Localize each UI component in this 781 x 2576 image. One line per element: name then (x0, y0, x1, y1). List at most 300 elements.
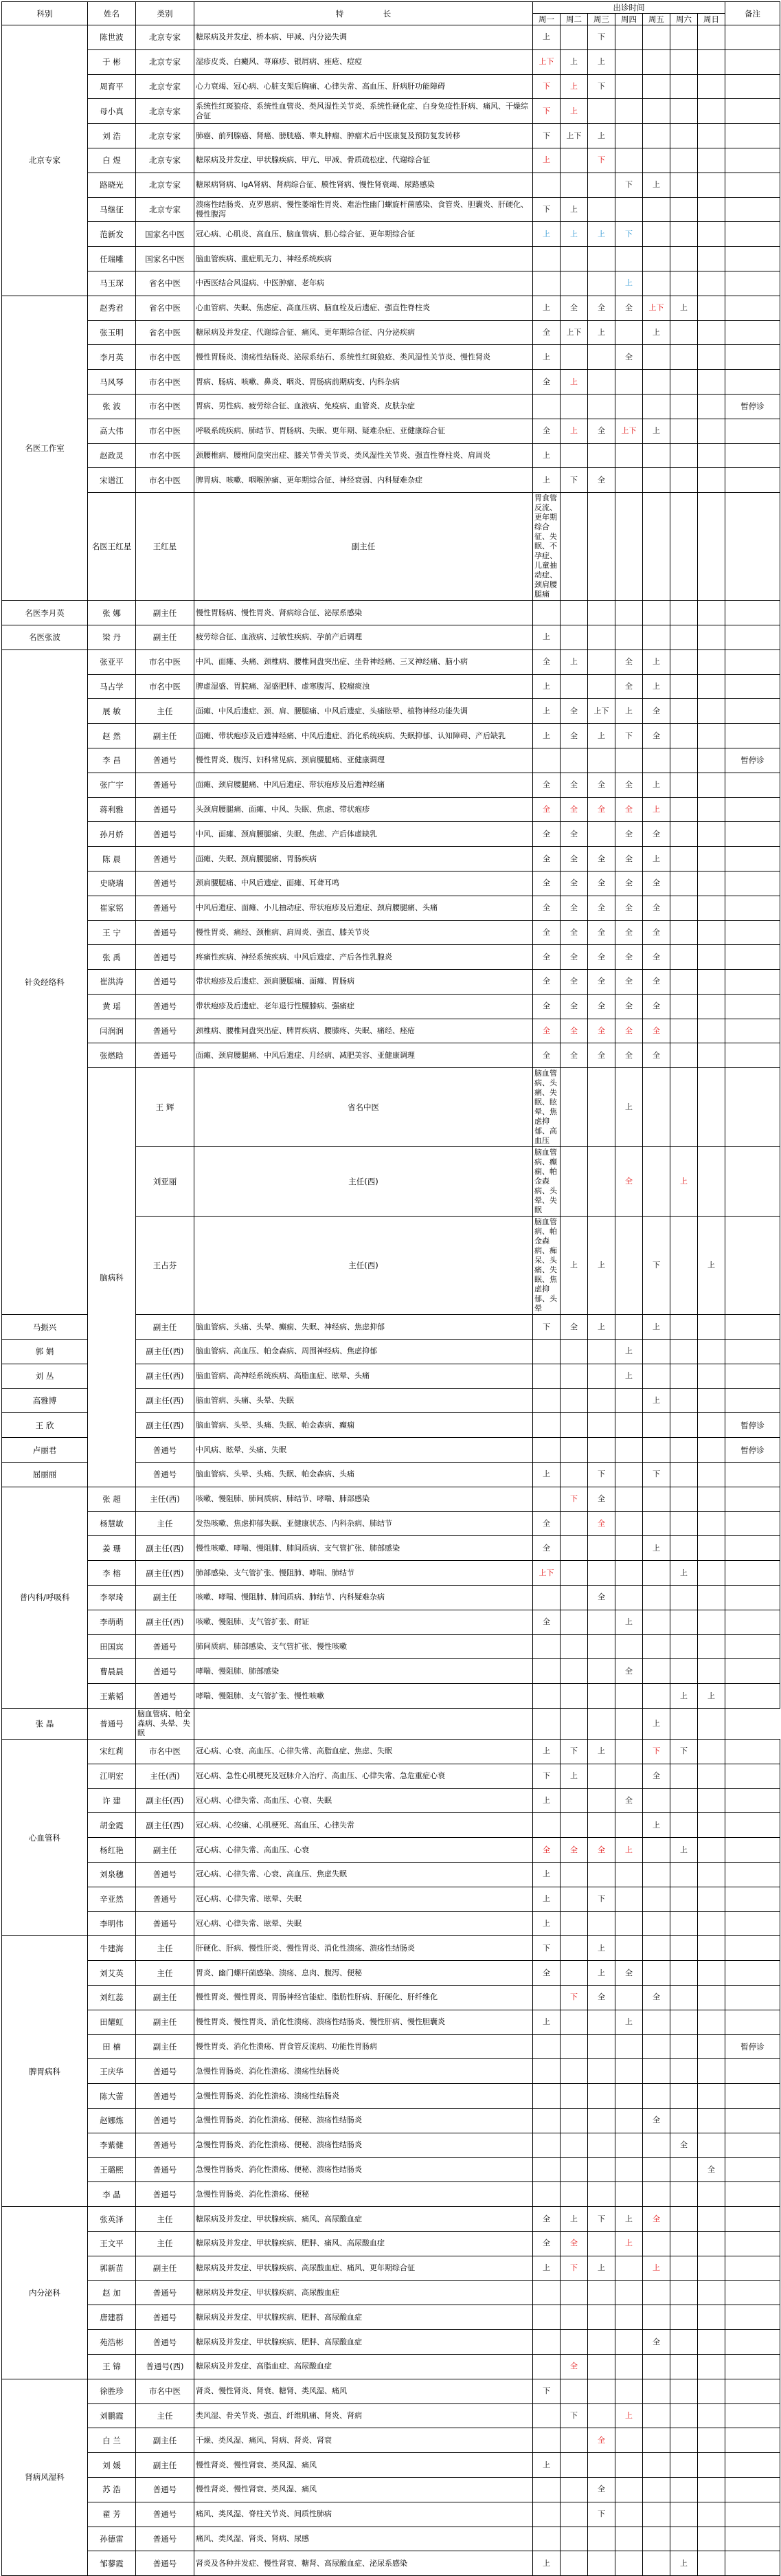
doctor-category: 普通号 (136, 773, 194, 797)
schedule-cell (615, 394, 643, 419)
schedule-cell (588, 1463, 615, 1487)
doctor-name: 张 波 (88, 394, 136, 419)
header-day-sat: 周六 (670, 14, 698, 25)
note-cell (725, 945, 780, 970)
schedule-cell (533, 1911, 561, 1936)
doctor-category: 普通号 (136, 2330, 194, 2355)
doctor-specialty: 肝硬化、肝病、慢性肝炎、慢性胃炎、消化性溃疡、溃疡性结肠炎 (194, 1936, 533, 1961)
table-row (2, 2084, 780, 2109)
doctor-category: 国家名中医 (136, 247, 194, 271)
schedule-cell (615, 1586, 643, 1610)
doctor-category: 普通号 (136, 2084, 194, 2109)
table-row (2, 2305, 780, 2330)
schedule-cell (643, 1147, 670, 1217)
schedule-cell (615, 173, 643, 197)
doctor-category: 主任(西) (136, 1764, 194, 1788)
doctor-name: 卢丽君 (2, 1438, 88, 1463)
schedule-cell (643, 443, 670, 468)
schedule-cell (670, 1634, 698, 1659)
schedule-cell (561, 2453, 588, 2478)
session-mark: 全 (543, 1543, 550, 1553)
table-row (2, 419, 780, 443)
doctor-name: 李 榕 (88, 1561, 136, 1586)
schedule-cell (670, 394, 698, 419)
schedule-cell (588, 222, 615, 247)
schedule-cell (588, 2477, 615, 2502)
doctor-name: 许 建 (88, 1788, 136, 1813)
schedule-cell (698, 1315, 725, 1340)
doctor-name: 于 彬 (88, 49, 136, 74)
schedule-cell (615, 970, 643, 995)
note-cell: 暂停诊 (725, 394, 780, 419)
schedule-cell (698, 394, 725, 419)
schedule-cell (643, 247, 670, 271)
doctor-category: 主任 (136, 1511, 194, 1536)
schedule-cell (643, 2354, 670, 2379)
schedule-cell (588, 148, 615, 173)
schedule-cell (670, 822, 698, 847)
doctor-specialty: 肾炎及各种并发症、慢性肾衰、糖肾、高尿酸血症、泌尿系感染 (194, 2551, 533, 2576)
schedule-cell (588, 74, 615, 99)
schedule-cell (588, 370, 615, 395)
schedule-cell (643, 25, 670, 50)
doctor-category: 普通号 (136, 1463, 194, 1487)
doctor-name: 宋红莉 (88, 1740, 136, 1764)
note-cell (725, 699, 780, 724)
session-mark: 全 (570, 927, 578, 937)
doctor-name: 刘艾英 (88, 1961, 136, 1986)
doctor-category: 市名中医 (136, 394, 194, 419)
schedule-cell (615, 2379, 643, 2403)
schedule-cell (698, 945, 725, 970)
session-mark: 全 (543, 2214, 550, 2223)
note-cell (725, 197, 780, 222)
header-note: 备注 (725, 2, 780, 25)
session-mark: 全 (625, 927, 633, 937)
schedule-cell (670, 1863, 698, 1887)
session-mark: 上 (543, 2263, 550, 2273)
session-mark: 上 (653, 780, 660, 790)
dept-cell: 针灸经络科 (2, 649, 88, 1315)
schedule-cell (615, 2034, 643, 2059)
doctor-name: 张 超 (88, 1487, 136, 1511)
schedule-cell (698, 1511, 725, 1536)
schedule-cell (698, 822, 725, 847)
schedule-cell (643, 970, 670, 995)
schedule-cell (698, 2231, 725, 2256)
session-mark: 上 (543, 1919, 550, 1928)
schedule-cell (698, 1438, 725, 1463)
schedule-cell (643, 1340, 670, 1364)
note-cell (725, 1511, 780, 1536)
schedule-cell (615, 871, 643, 896)
note-cell (725, 1986, 780, 2010)
schedule-cell (725, 1147, 780, 1217)
schedule-cell (561, 2157, 588, 2182)
session-mark: 下 (625, 180, 633, 190)
schedule-cell (533, 1684, 561, 1709)
doctor-name: 陈大蕾 (88, 2084, 136, 2109)
session-mark: 上 (598, 327, 605, 337)
schedule-cell (670, 296, 698, 320)
table-row (2, 970, 780, 995)
schedule-cell (561, 601, 588, 625)
schedule-cell (698, 674, 725, 699)
doctor-specialty: 面瘫、带状疱疹及后遗神经痛、中风后遗症、消化系统疾病、失眠抑郁、认知障碍、产后缺乳 (194, 724, 533, 748)
schedule-cell (643, 2084, 670, 2109)
schedule-cell (615, 1487, 643, 1511)
schedule-cell (698, 1740, 725, 1764)
note-cell (725, 2108, 780, 2133)
note-cell (725, 601, 780, 625)
table-row (2, 1019, 780, 1043)
doctor-category: 主任 (136, 2207, 194, 2232)
schedule-cell (533, 2010, 561, 2034)
note-cell (725, 2084, 780, 2109)
schedule-cell (561, 2379, 588, 2403)
schedule-cell (615, 1536, 643, 1561)
schedule-cell (533, 674, 561, 699)
session-mark: 全 (653, 878, 660, 888)
schedule-cell (698, 99, 725, 124)
session-mark: 上 (598, 229, 605, 238)
schedule-cell (670, 468, 698, 493)
schedule-cell (643, 724, 670, 748)
schedule-cell (670, 1911, 698, 1936)
schedule-cell (533, 2108, 561, 2133)
schedule-cell (533, 1561, 561, 1586)
schedule-cell (670, 2354, 698, 2379)
doctor-category: 副主任(西) (136, 1364, 194, 1388)
schedule-cell (698, 320, 725, 345)
session-mark: 下 (598, 81, 605, 91)
doctor-name: 赵 然 (88, 724, 136, 748)
schedule-cell (615, 2354, 643, 2379)
doctor-specialty: 面瘫、失眠、颈肩腰腿痛、胃肠疾病 (194, 847, 533, 871)
schedule-cell (561, 748, 588, 773)
schedule-cell (588, 1936, 615, 1961)
schedule-cell (698, 2354, 725, 2379)
session-mark: 全 (598, 878, 605, 888)
session-mark: 全 (598, 426, 605, 436)
schedule-cell (588, 896, 615, 920)
schedule-cell (533, 1813, 561, 1838)
schedule-cell (561, 2207, 588, 2232)
doctor-name: 赵 加 (88, 2280, 136, 2305)
schedule-cell (533, 1709, 561, 1740)
schedule-cell (670, 1936, 698, 1961)
session-mark: 上 (598, 1261, 605, 1270)
schedule-cell (588, 394, 615, 419)
schedule-cell (588, 797, 615, 822)
schedule-cell (643, 345, 670, 370)
schedule-cell (533, 2231, 561, 2256)
table-row (2, 724, 780, 748)
schedule-cell (670, 748, 698, 773)
session-mark: 全 (708, 2164, 716, 2174)
doctor-specialty: 类风湿、骨关节炎、强直、纤维肌痛、肾炎、肾病 (194, 2403, 533, 2428)
note-cell (725, 468, 780, 493)
doctor-specialty: 中风后遗症、面瘫、小儿抽动症、带状疱疹及后遗症、颈肩腰腿痛、头痛 (194, 896, 533, 920)
doctor-name: 高大伟 (88, 419, 136, 443)
schedule-cell (588, 1340, 615, 1364)
schedule-cell (643, 419, 670, 443)
doctor-category: 普通号 (136, 2527, 194, 2551)
schedule-cell (615, 1813, 643, 1838)
doctor-specialty: 胃炎、幽门螺杆菌感染、溃疡、息肉、腹泻、便秘 (194, 1961, 533, 1986)
schedule-cell (698, 49, 725, 74)
schedule-cell (561, 2231, 588, 2256)
doctor-name: 翟 芳 (88, 2502, 136, 2527)
schedule-cell (670, 25, 698, 50)
session-mark: 全 (625, 1796, 633, 1806)
doctor-specialty: 慢性胃炎、消化性溃疡、胃食管反流病、功能性胃肠病 (194, 2034, 533, 2059)
schedule-cell (698, 419, 725, 443)
doctor-name: 田耀虹 (88, 2010, 136, 2034)
session-mark: 全 (543, 1617, 550, 1627)
session-mark: 上下 (593, 706, 609, 715)
doctor-name: 马风琴 (88, 370, 136, 395)
note-cell (725, 2157, 780, 2182)
schedule-cell (561, 871, 588, 896)
table-row (2, 468, 780, 493)
session-mark: 全 (625, 352, 633, 362)
session-mark: 全 (543, 854, 550, 863)
session-mark: 全 (570, 1845, 578, 1854)
note-cell (725, 222, 780, 247)
session-mark: 全 (598, 927, 605, 937)
table-row (2, 625, 780, 649)
doctor-category: 市名中医 (136, 674, 194, 699)
note-cell (725, 1740, 780, 1764)
schedule-cell (670, 1019, 698, 1043)
schedule-cell (561, 1438, 588, 1463)
schedule-cell (561, 2133, 588, 2157)
dept-cell: 内分泌科 (2, 2207, 88, 2379)
schedule-cell (561, 74, 588, 99)
doctor-category: 省名中医 (136, 296, 194, 320)
session-mark: 全 (543, 878, 550, 888)
doctor-name: 王璐熙 (88, 2157, 136, 2182)
doctor-specialty: 急慢性胃肠炎、消化性溃疡、溃疡性结肠炎 (194, 2059, 533, 2084)
session-mark: 上下 (539, 57, 554, 67)
schedule-cell (643, 49, 670, 74)
schedule-cell (588, 1068, 615, 1147)
doctor-category: 市名中医 (136, 370, 194, 395)
schedule-cell (561, 2034, 588, 2059)
schedule-cell (670, 1487, 698, 1511)
schedule-cell (533, 1487, 561, 1511)
doctor-name: 刘 丛 (2, 1364, 88, 1388)
schedule-cell (643, 320, 670, 345)
note-cell (725, 99, 780, 124)
schedule-cell (643, 2231, 670, 2256)
session-mark: 上 (543, 2460, 550, 2469)
doctor-specialty: 糖尿病及并发症、甲状腺疾病、高尿酸血症、痛风、更年期综合征 (194, 2256, 533, 2280)
doctor-specialty: 糖尿病及并发症、甲状腺疾病、肥胖、高尿酸血症 (194, 2305, 533, 2330)
doctor-specialty: 糖尿病及并发症、甲状腺疾病、高尿酸血症 (194, 2280, 533, 2305)
doctor-category: 市名中医 (136, 649, 194, 674)
table-row (2, 773, 780, 797)
schedule-cell (561, 124, 588, 148)
schedule-cell (588, 1511, 615, 1536)
dept-cell: 名医张波 (2, 625, 88, 649)
header-day-sun: 周日 (698, 14, 725, 25)
schedule-cell (561, 2551, 588, 2576)
schedule-cell (670, 1610, 698, 1634)
schedule-cell (533, 271, 561, 296)
doctor-category: 主任 (136, 1936, 194, 1961)
doctor-name: 路晓光 (88, 173, 136, 197)
schedule-cell (670, 1764, 698, 1788)
schedule-cell (533, 99, 561, 124)
schedule-cell (561, 271, 588, 296)
doctor-name: 屈丽丽 (2, 1463, 88, 1487)
header-day-thu: 周四 (615, 14, 643, 25)
session-mark: 上 (625, 2239, 633, 2248)
schedule-cell (698, 773, 725, 797)
doctor-name: 母小真 (88, 99, 136, 124)
dept-cell: 名医工作室 (2, 296, 88, 600)
schedule-cell (588, 2330, 615, 2355)
doctor-name: 王红星 (136, 493, 194, 601)
schedule-cell (588, 920, 615, 945)
doctor-name: 杨红艳 (88, 1838, 136, 1863)
schedule-cell (588, 2403, 615, 2428)
doctor-category: 普通号 (136, 2280, 194, 2305)
session-mark: 上 (653, 1820, 660, 1830)
session-mark: 全 (570, 1050, 578, 1060)
table-row (2, 2527, 780, 2551)
schedule-cell (533, 2403, 561, 2428)
doctor-specialty: 咳嗽、哮喘、慢阻肺、肺间质病、肺结节、内科疑难杂病 (194, 1586, 533, 1610)
schedule-cell (533, 124, 561, 148)
session-mark: 上 (570, 2214, 578, 2223)
schedule-cell (588, 1659, 615, 1684)
table-row (2, 1764, 780, 1788)
schedule-cell (643, 1315, 670, 1340)
session-mark: 全 (543, 1001, 550, 1011)
note-cell (725, 2010, 780, 2034)
doctor-category: 国家名中医 (136, 222, 194, 247)
schedule-cell (561, 1684, 588, 1709)
doctor-name: 江明宏 (88, 1764, 136, 1788)
doctor-name: 张亚平 (88, 649, 136, 674)
table-row (2, 1487, 780, 1511)
schedule-cell (533, 2034, 561, 2059)
schedule-cell (698, 2379, 725, 2403)
doctor-category: 副主任 (136, 2256, 194, 2280)
schedule-cell (588, 1217, 615, 1315)
note-cell (725, 370, 780, 395)
doctor-specialty: 痛风、类风湿、脊柱关节炎、间质性肺病 (194, 2502, 533, 2527)
session-mark: 上 (543, 706, 550, 715)
session-mark: 上 (625, 2410, 633, 2420)
doctor-specialty: 急慢性胃肠炎、消化性溃疡、便秘、溃疡性结肠炎 (194, 2133, 533, 2157)
schedule-cell (533, 601, 561, 625)
schedule-cell (670, 1986, 698, 2010)
doctor-category: 普通号 (136, 847, 194, 871)
doctor-specialty: 冠心病、心衰、高血压、心律失常、高脂血症、焦虑、失眠 (194, 1740, 533, 1764)
session-mark: 全 (543, 327, 550, 337)
doctor-category: 副主任(西) (136, 1610, 194, 1634)
schedule-cell (643, 822, 670, 847)
schedule-cell (533, 2551, 561, 2576)
session-mark: 上 (680, 303, 688, 313)
schedule-cell (698, 797, 725, 822)
schedule-cell (670, 2280, 698, 2305)
schedule-cell (561, 2256, 588, 2280)
schedule-cell (670, 1536, 698, 1561)
session-mark: 全 (680, 2140, 688, 2150)
note-cell (725, 2551, 780, 2576)
schedule-cell (670, 1463, 698, 1487)
doctor-name: 郭新苗 (88, 2256, 136, 2280)
session-mark: 全 (653, 1992, 660, 2002)
header-name: 姓名 (88, 2, 136, 25)
schedule-cell (670, 2108, 698, 2133)
table-row (2, 394, 780, 419)
doctor-category: 市名中医 (136, 345, 194, 370)
schedule-cell (561, 2502, 588, 2527)
doctor-name: 马振兴 (2, 1315, 88, 1340)
session-mark: 全 (625, 780, 633, 790)
session-mark: 上 (543, 450, 550, 460)
table-row (2, 124, 780, 148)
schedule-cell (588, 247, 615, 271)
schedule-cell (643, 2527, 670, 2551)
session-mark: 上 (598, 1943, 605, 1953)
schedule-cell (194, 1709, 533, 1740)
schedule-cell (643, 625, 670, 649)
schedule-cell (670, 2256, 698, 2280)
schedule-cell (698, 1487, 725, 1511)
note-cell (725, 1887, 780, 1911)
session-mark: 全 (543, 426, 550, 436)
schedule-cell (588, 1364, 615, 1388)
session-mark: 全 (543, 952, 550, 962)
doctor-name: 范新发 (88, 222, 136, 247)
doctor-category: 市名中医 (136, 468, 194, 493)
note-cell (725, 1863, 780, 1887)
schedule-cell (561, 822, 588, 847)
note-cell (725, 896, 780, 920)
schedule-cell (698, 1610, 725, 1634)
schedule-cell (643, 1986, 670, 2010)
schedule-cell (588, 1986, 615, 2010)
session-mark: 全 (570, 952, 578, 962)
session-mark: 下 (570, 2263, 578, 2273)
schedule-cell (643, 468, 670, 493)
session-mark: 上 (625, 2214, 633, 2223)
session-mark: 上 (543, 475, 550, 485)
doctor-specialty: 心力衰竭、冠心病、心脏支架后胸痛、心律失常、高血压、肝病肝功能障碍 (194, 74, 533, 99)
table-row (2, 945, 780, 970)
table-row (2, 1740, 780, 1764)
schedule-cell (670, 674, 698, 699)
doctor-specialty: 冠心病、心律失常、眩晕、失眠 (194, 1911, 533, 1936)
schedule-cell (698, 625, 725, 649)
note-cell (725, 1610, 780, 1634)
session-mark: 上 (570, 204, 578, 214)
dept-cell: 肾病风湿科 (2, 2379, 88, 2575)
session-mark: 全 (543, 1845, 550, 1854)
schedule-cell (643, 1764, 670, 1788)
session-mark: 下 (570, 2410, 578, 2420)
schedule-cell (561, 247, 588, 271)
schedule-cell (670, 197, 698, 222)
schedule-cell (588, 2305, 615, 2330)
